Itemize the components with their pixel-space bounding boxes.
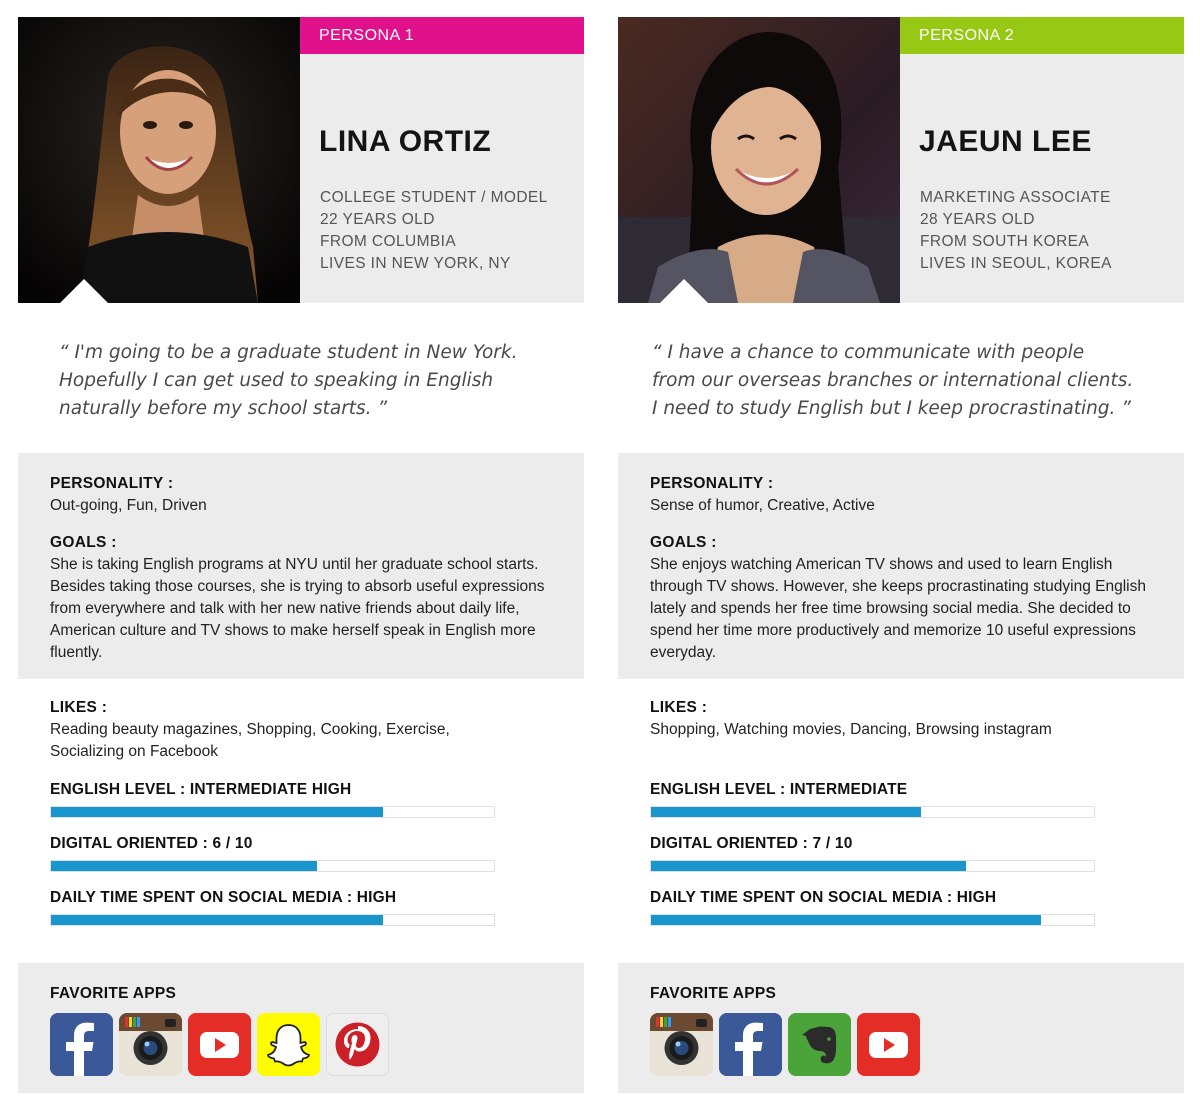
social-media-time-fill bbox=[51, 915, 383, 925]
english-level-bar bbox=[50, 806, 495, 818]
likes-text: Shopping, Watching movies, Dancing, Browsing instagram bbox=[650, 721, 1052, 738]
english-level-fill bbox=[651, 807, 921, 817]
instagram-icon bbox=[650, 1013, 713, 1076]
instagram-icon bbox=[119, 1013, 182, 1076]
favorite-apps-label: FAVORITE APPS bbox=[50, 985, 177, 1002]
photo-notch bbox=[660, 279, 708, 303]
favorite-apps-row bbox=[650, 1013, 1184, 1076]
persona-quote: “ I'm going to be a graduate student in New York. Hopefully I can get used to speaking in English naturally before my school starts. ” bbox=[59, 342, 518, 419]
favorite-apps-panel bbox=[618, 963, 1184, 1093]
persona-tag: PERSONA 2 bbox=[900, 17, 1184, 54]
goals-label: GOALS : bbox=[50, 534, 117, 551]
digital-oriented-label: DIGITAL ORIENTED : 6 / 10 bbox=[50, 835, 253, 852]
personality-label: PERSONALITY : bbox=[50, 475, 174, 492]
english-level-label: ENGLISH LEVEL : INTERMEDIATE HIGH bbox=[50, 781, 352, 798]
persona-name: LINA ORTIZ bbox=[319, 125, 492, 158]
persona-name: JAEUN LEE bbox=[919, 125, 1092, 158]
personality-goals-panel bbox=[618, 453, 1184, 679]
persona-photo bbox=[618, 17, 900, 303]
persona-quote-section bbox=[18, 303, 584, 453]
digital-oriented-bar bbox=[650, 860, 1095, 872]
likes-label: LIKES : bbox=[650, 699, 708, 716]
digital-oriented-label: DIGITAL ORIENTED : 7 / 10 bbox=[650, 835, 853, 852]
persona-age: 28 YEARS OLD bbox=[920, 211, 1035, 228]
persona-details bbox=[320, 187, 548, 275]
favorite-apps-label: FAVORITE APPS bbox=[650, 985, 777, 1002]
likes-stats-section bbox=[18, 679, 584, 963]
likes-label: LIKES : bbox=[50, 699, 108, 716]
evernote-icon bbox=[788, 1013, 851, 1076]
persona-header bbox=[18, 17, 584, 303]
persona-card-1 bbox=[18, 17, 584, 1093]
goals-label: GOALS : bbox=[650, 534, 717, 551]
persona-residence: LIVES IN NEW YORK, NY bbox=[320, 255, 511, 272]
favorite-apps-row bbox=[50, 1013, 584, 1076]
favorite-apps-panel bbox=[18, 963, 584, 1093]
persona-residence: LIVES IN SEOUL, KOREA bbox=[920, 255, 1112, 272]
social-media-time-bar bbox=[50, 914, 495, 926]
social-media-time-bar bbox=[650, 914, 1095, 926]
persona-photo bbox=[18, 17, 300, 303]
pinterest-icon bbox=[326, 1013, 389, 1076]
youtube-icon bbox=[188, 1013, 251, 1076]
persona-occupation: MARKETING ASSOCIATE bbox=[920, 189, 1111, 206]
persona-details bbox=[920, 187, 1112, 275]
facebook-icon bbox=[719, 1013, 782, 1076]
photo-notch bbox=[60, 279, 108, 303]
digital-oriented-fill bbox=[651, 861, 966, 871]
digital-oriented-fill bbox=[51, 861, 317, 871]
snapchat-icon bbox=[257, 1013, 320, 1076]
persona-age: 22 YEARS OLD bbox=[320, 211, 435, 228]
likes-text: Reading beauty magazines, Shopping, Cooking, Exercise, Socializing on Facebook bbox=[50, 721, 450, 760]
persona-info-panel bbox=[300, 17, 584, 303]
digital-oriented-bar bbox=[50, 860, 495, 872]
persona-info-panel bbox=[900, 17, 1184, 303]
personality-label: PERSONALITY : bbox=[650, 475, 774, 492]
persona-quote-section bbox=[618, 303, 1184, 453]
persona-card-2 bbox=[618, 17, 1184, 1093]
persona-origin: FROM COLUMBIA bbox=[320, 233, 457, 250]
persona-quote: “ I have a chance to communicate with people from our overseas branches or international clients. I need to study English but I keep procrastinating. ” bbox=[652, 342, 1134, 419]
social-media-time-label: DAILY TIME SPENT ON SOCIAL MEDIA : HIGH bbox=[650, 889, 997, 906]
youtube-icon bbox=[857, 1013, 920, 1076]
personality-text: Sense of humor, Creative, Active bbox=[650, 497, 875, 514]
personality-goals-panel bbox=[18, 453, 584, 679]
social-media-time-fill bbox=[651, 915, 1041, 925]
persona-origin: FROM SOUTH KOREA bbox=[920, 233, 1090, 250]
goals-text: She is taking English programs at NYU until her graduate school starts. Besides taking those courses, she is trying to absorb useful expressions from everywhere and talk with her new native friends about daily life, American culture and TV shows to make herself speak in English more fluently. bbox=[50, 556, 545, 661]
english-level-fill bbox=[51, 807, 383, 817]
likes-stats-section bbox=[618, 679, 1184, 963]
personality-text: Out-going, Fun, Driven bbox=[50, 497, 207, 514]
english-level-bar bbox=[650, 806, 1095, 818]
goals-text: She enjoys watching American TV shows and used to learn English through TV shows. However, she keeps procrastinating studying English lately and spends her free time browsing social media. She decided to spend her time more productively and memorize 10 useful expressions everyday. bbox=[650, 556, 1146, 661]
social-media-time-label: DAILY TIME SPENT ON SOCIAL MEDIA : HIGH bbox=[50, 889, 397, 906]
persona-occupation: COLLEGE STUDENT / MODEL bbox=[320, 189, 548, 206]
facebook-icon bbox=[50, 1013, 113, 1076]
persona-header bbox=[618, 17, 1184, 303]
persona-tag: PERSONA 1 bbox=[300, 17, 584, 54]
english-level-label: ENGLISH LEVEL : INTERMEDIATE bbox=[650, 781, 908, 798]
